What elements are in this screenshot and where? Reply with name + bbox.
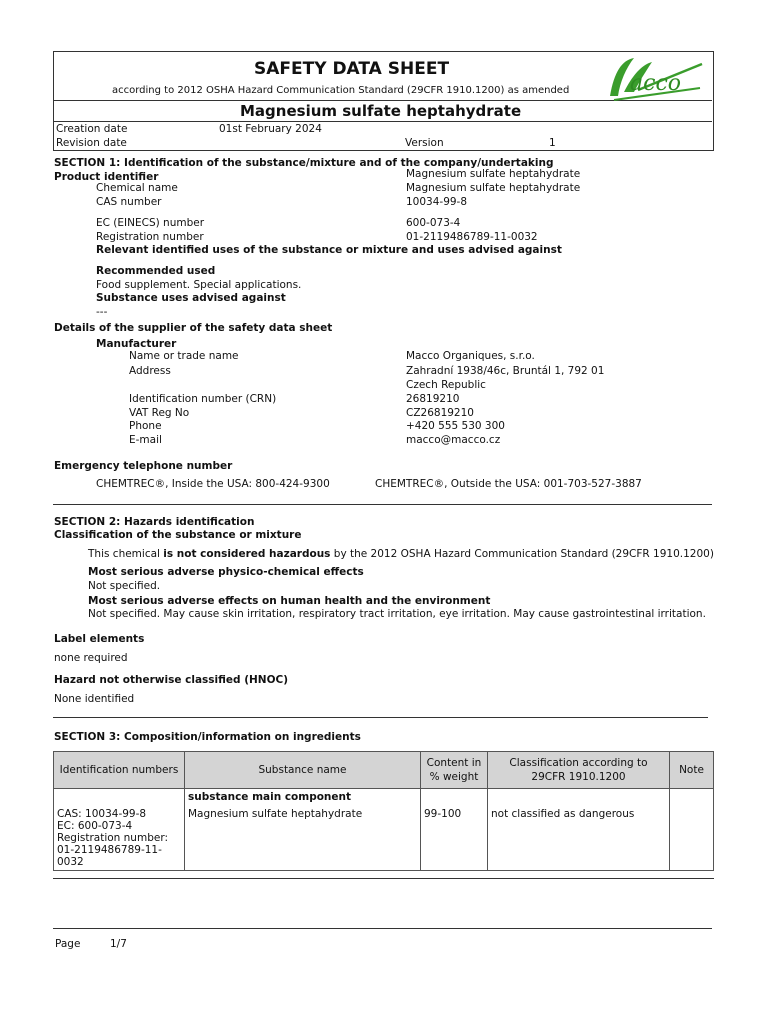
product-title: Magnesium sulfate heptahydrate xyxy=(240,102,522,120)
hazard-statement-bold: is not considered hazardous xyxy=(163,548,331,560)
registration-number-value: 01-2119486789-11-0032 xyxy=(406,231,538,243)
cell-substance-name xyxy=(185,789,421,871)
advised-against-label: Substance uses advised against xyxy=(96,292,286,304)
email-value: macco@macco.cz xyxy=(406,434,501,446)
relevant-uses-heading: Relevant identified uses of the substance or mixture and uses advised against xyxy=(96,244,562,256)
document-title: SAFETY DATA SHEET xyxy=(254,59,450,79)
emergency-phone-heading: Emergency telephone number xyxy=(54,460,233,472)
recommended-use-label: Recommended used xyxy=(96,265,216,277)
col-header-substance: Substance name xyxy=(185,752,421,789)
substance-name-value: Magnesium sulfate heptahydrate xyxy=(188,808,363,820)
substance-group-label: substance main component xyxy=(188,791,352,803)
health-effects-value: Not specified. May cause skin irritation, respiratory tract irritation, eye irritation. May cause gastrointestinal irritation. xyxy=(88,608,706,620)
creation-date-value: 01st February 2024 xyxy=(219,123,322,135)
cas-number-value: 10034-99-8 xyxy=(406,196,468,208)
svg-text:acco: acco xyxy=(630,71,682,96)
emergency-outside-usa: CHEMTREC®, Outside the USA: 001-703-527-3887 xyxy=(375,478,642,490)
classification-heading: Classification of the substance or mixture xyxy=(54,529,302,541)
hnoc-heading: Hazard not otherwise classified (HNOC) xyxy=(54,674,289,686)
address-line1: Zahradní 1938/46c, Bruntál 1, 792 01 xyxy=(406,365,605,377)
phone-label: Phone xyxy=(129,420,162,432)
emergency-inside-usa: CHEMTREC®, Inside the USA: 800-424-9300 xyxy=(96,478,330,490)
col-header-note: Note xyxy=(670,752,714,789)
document-subtitle: according to 2012 OSHA Hazard Communication Standard (29CFR 1910.1200) as amended xyxy=(112,85,570,96)
hazard-statement-post: by the 2012 OSHA Hazard Communication Standard (29CFR 1910.1200) xyxy=(330,548,714,560)
advised-against-value: --- xyxy=(96,306,108,318)
trade-name-value: Macco Organiques, s.r.o. xyxy=(406,350,535,362)
version-label: Version xyxy=(405,137,444,149)
cell-content: 99-100 xyxy=(421,789,488,871)
col-header-identification: Identification numbers xyxy=(54,752,185,789)
manufacturer-label: Manufacturer xyxy=(96,338,177,350)
trade-name-label: Name or trade name xyxy=(129,350,239,362)
address-line2: Czech Republic xyxy=(406,379,486,391)
phone-value: +420 555 530 300 xyxy=(406,420,505,432)
footer-divider xyxy=(53,928,712,929)
creation-date-label: Creation date xyxy=(56,123,128,135)
col-header-content: Content in % weight xyxy=(421,752,488,789)
physchem-effects-label: Most serious adverse physico-chemical effects xyxy=(88,566,364,578)
section1-divider xyxy=(53,504,712,505)
page-label: Page xyxy=(55,938,81,950)
cell-identification-numbers: CAS: 10034-99-8 EC: 600-073-4 Registration number: 01-2119486789-11-0032 xyxy=(54,789,185,871)
registration-number-label: Registration number xyxy=(96,231,204,243)
cell-classification: not classified as dangerous xyxy=(488,789,670,871)
section3-heading: SECTION 3: Composition/information on ingredients xyxy=(54,731,361,743)
revision-date-label: Revision date xyxy=(56,137,127,149)
section2-divider xyxy=(53,717,708,718)
vat-value: CZ26819210 xyxy=(406,407,474,419)
section3-divider xyxy=(53,878,714,879)
label-elements-heading: Label elements xyxy=(54,633,145,645)
hazard-statement xyxy=(88,548,714,560)
macco-logo-icon xyxy=(604,52,706,104)
email-label: E-mail xyxy=(129,434,162,446)
crn-value: 26819210 xyxy=(406,393,460,405)
cell-note xyxy=(670,789,714,871)
version-value: 1 xyxy=(549,137,556,149)
table-row xyxy=(54,789,714,871)
ec-number-value: 600-073-4 xyxy=(406,217,461,229)
section1-heading: SECTION 1: Identification of the substance/mixture and of the company/undertaking xyxy=(54,157,554,169)
health-effects-label: Most serious adverse effects on human health and the environment xyxy=(88,595,491,607)
address-label: Address xyxy=(129,365,171,377)
product-identifier-label: Product identifier xyxy=(54,171,159,183)
page-number: 1/7 xyxy=(110,938,127,950)
crn-label: Identification number (CRN) xyxy=(129,393,277,405)
table-header-row xyxy=(54,752,714,789)
physchem-effects-value: Not specified. xyxy=(88,580,161,592)
ec-number-label: EC (EINECS) number xyxy=(96,217,205,229)
recommended-use-value: Food supplement. Special applications. xyxy=(96,279,302,291)
cas-number-label: CAS number xyxy=(96,196,162,208)
hazard-statement-pre: This chemical xyxy=(88,548,164,560)
col-header-classification: Classification according to 29CFR 1910.1200 xyxy=(488,752,670,789)
supplier-details-heading: Details of the supplier of the safety data sheet xyxy=(54,322,333,334)
product-identifier-value: Magnesium sulfate heptahydrate xyxy=(406,168,581,180)
header-divider-2 xyxy=(53,121,712,122)
chemical-name-label: Chemical name xyxy=(96,182,178,194)
hnoc-value: None identified xyxy=(54,693,135,705)
section2-heading: SECTION 2: Hazards identification xyxy=(54,516,255,528)
composition-table xyxy=(53,751,714,871)
chemical-name-value: Magnesium sulfate heptahydrate xyxy=(406,182,581,194)
label-elements-value: none required xyxy=(54,652,128,664)
vat-label: VAT Reg No xyxy=(129,407,190,419)
